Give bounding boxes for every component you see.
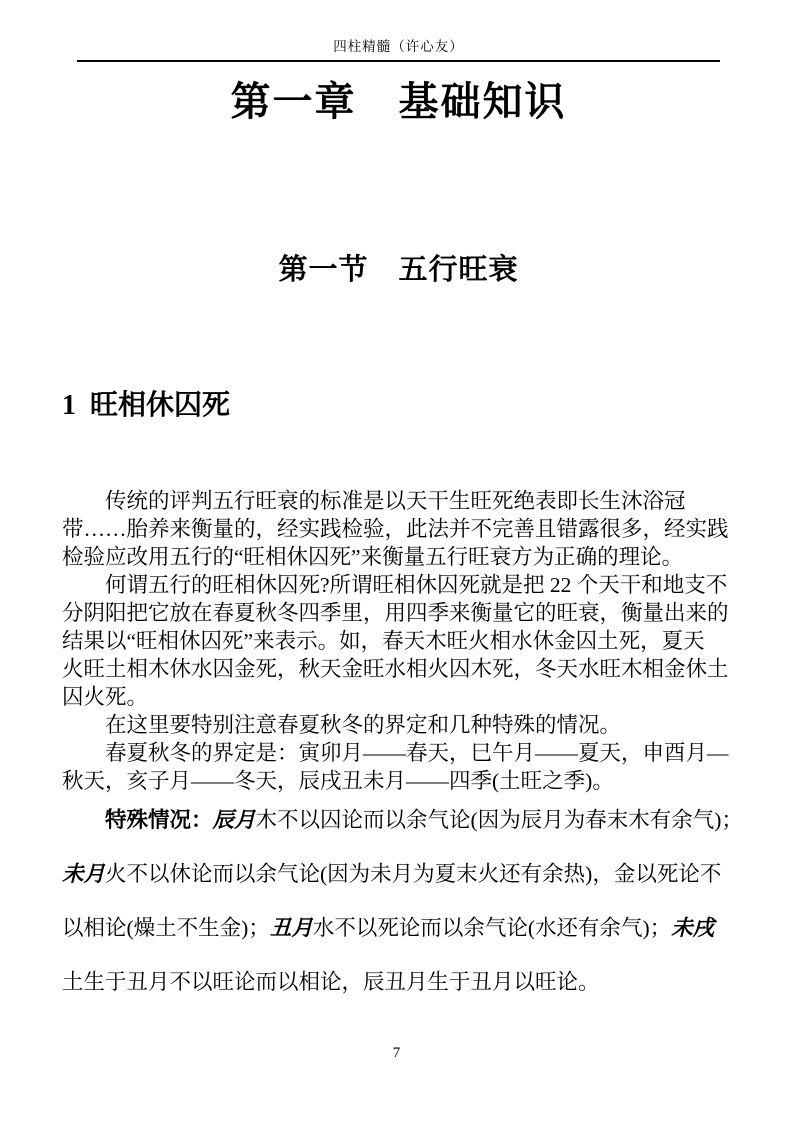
- emphasized-text-run: 特殊情况：: [105, 808, 213, 832]
- paragraph-line: [62, 914, 735, 968]
- text-run: 囚火死。: [62, 685, 149, 709]
- paragraph-line: [62, 767, 735, 795]
- heading-text: 旺相休囚死: [90, 390, 231, 421]
- heading-number: 1: [62, 390, 76, 421]
- section-title: 第一节 五行旺衰: [278, 254, 519, 286]
- paragraph-line: [62, 543, 735, 571]
- text-run: 火不以休论而以余气论(因为未月为夏末火还有余热)，金以死论不: [105, 862, 722, 886]
- text-run: 何谓五行的旺相休囚死?所谓旺相休囚死就是把 22 个天干和地支不: [105, 573, 728, 597]
- page-content: [0, 38, 793, 1022]
- paragraph-line: [62, 739, 735, 767]
- emphasized-text-run: 丑月: [269, 916, 313, 940]
- paragraph: [62, 571, 735, 711]
- paragraph: [62, 711, 735, 739]
- running-header-title: 四柱精髓（许心友）: [333, 39, 464, 54]
- text-run: 传统的评判五行旺衰的标准是以天干生旺死绝表即长生沐浴冠: [105, 489, 686, 513]
- text-run: 检验应改用五行的“旺相休囚死”来衡量五行旺衰方为正确的理论。: [62, 545, 684, 569]
- page-number: 7: [392, 1045, 401, 1061]
- text-run: 带……胎养来衡量的，经实践检验，此法并不完善且错露很多，经实践: [62, 517, 729, 541]
- paragraph: [62, 487, 735, 571]
- paragraph-line: [62, 968, 735, 1022]
- paragraph-line: [62, 860, 735, 914]
- text-run: 分阴阳把它放在春夏秋冬四季里，用四季来衡量它的旺衰，衡量出来的: [62, 601, 729, 625]
- paragraph-line: [62, 599, 735, 627]
- paragraph-line: [62, 571, 735, 599]
- paragraph-line: [62, 806, 743, 860]
- text-run: 土生于丑月不以旺论而以相论，辰丑月生于丑月以旺论。: [62, 970, 600, 994]
- emphasized-text-run: 未月: [62, 862, 106, 886]
- text-run: 水不以死论而以余气论(水还有余气)；: [312, 916, 672, 940]
- paragraph-line: [62, 627, 735, 655]
- text-run: 以相论(燥土不生金)；: [62, 916, 270, 940]
- emphasized-text-run: 辰月: [212, 808, 256, 832]
- paragraph-line: [62, 515, 735, 543]
- heading-wang-xiang-xiu-qiu-si: [62, 388, 735, 424]
- paragraph: [62, 739, 735, 795]
- paragraph-line: [62, 655, 735, 683]
- text-run: 秋天，亥子月——冬天，辰戌丑未月——四季(土旺之季)。: [62, 769, 614, 793]
- text-run: 春夏秋冬的界定是：寅卯月——春天，巳午月——夏天，申酉月—: [105, 741, 729, 765]
- text-run: 结果以“旺相休囚死”来表示。如，春天木旺火相水休金囚土死，夏天: [62, 629, 705, 653]
- paragraph-line: [62, 487, 735, 515]
- paragraph-line: [62, 683, 735, 711]
- header-rule-divider: [77, 60, 720, 62]
- body-paragraphs: [62, 487, 743, 1022]
- paragraph-line: [62, 711, 735, 739]
- emphasized-text-run: 未戌: [671, 916, 715, 940]
- paragraph: [62, 806, 743, 1022]
- chapter-title: 第一章 基础知识: [230, 79, 567, 124]
- text-run: 火旺土相木休水囚金死，秋天金旺水相火囚木死，冬天水旺木相金休土: [62, 657, 729, 681]
- text-run: 木不以囚论而以余气论(因为辰月为春末木有余气)；: [255, 808, 743, 832]
- text-run: 在这里要特别注意春夏秋冬的界定和几种特殊的情况。: [105, 713, 622, 737]
- page-footer: [0, 1044, 793, 1062]
